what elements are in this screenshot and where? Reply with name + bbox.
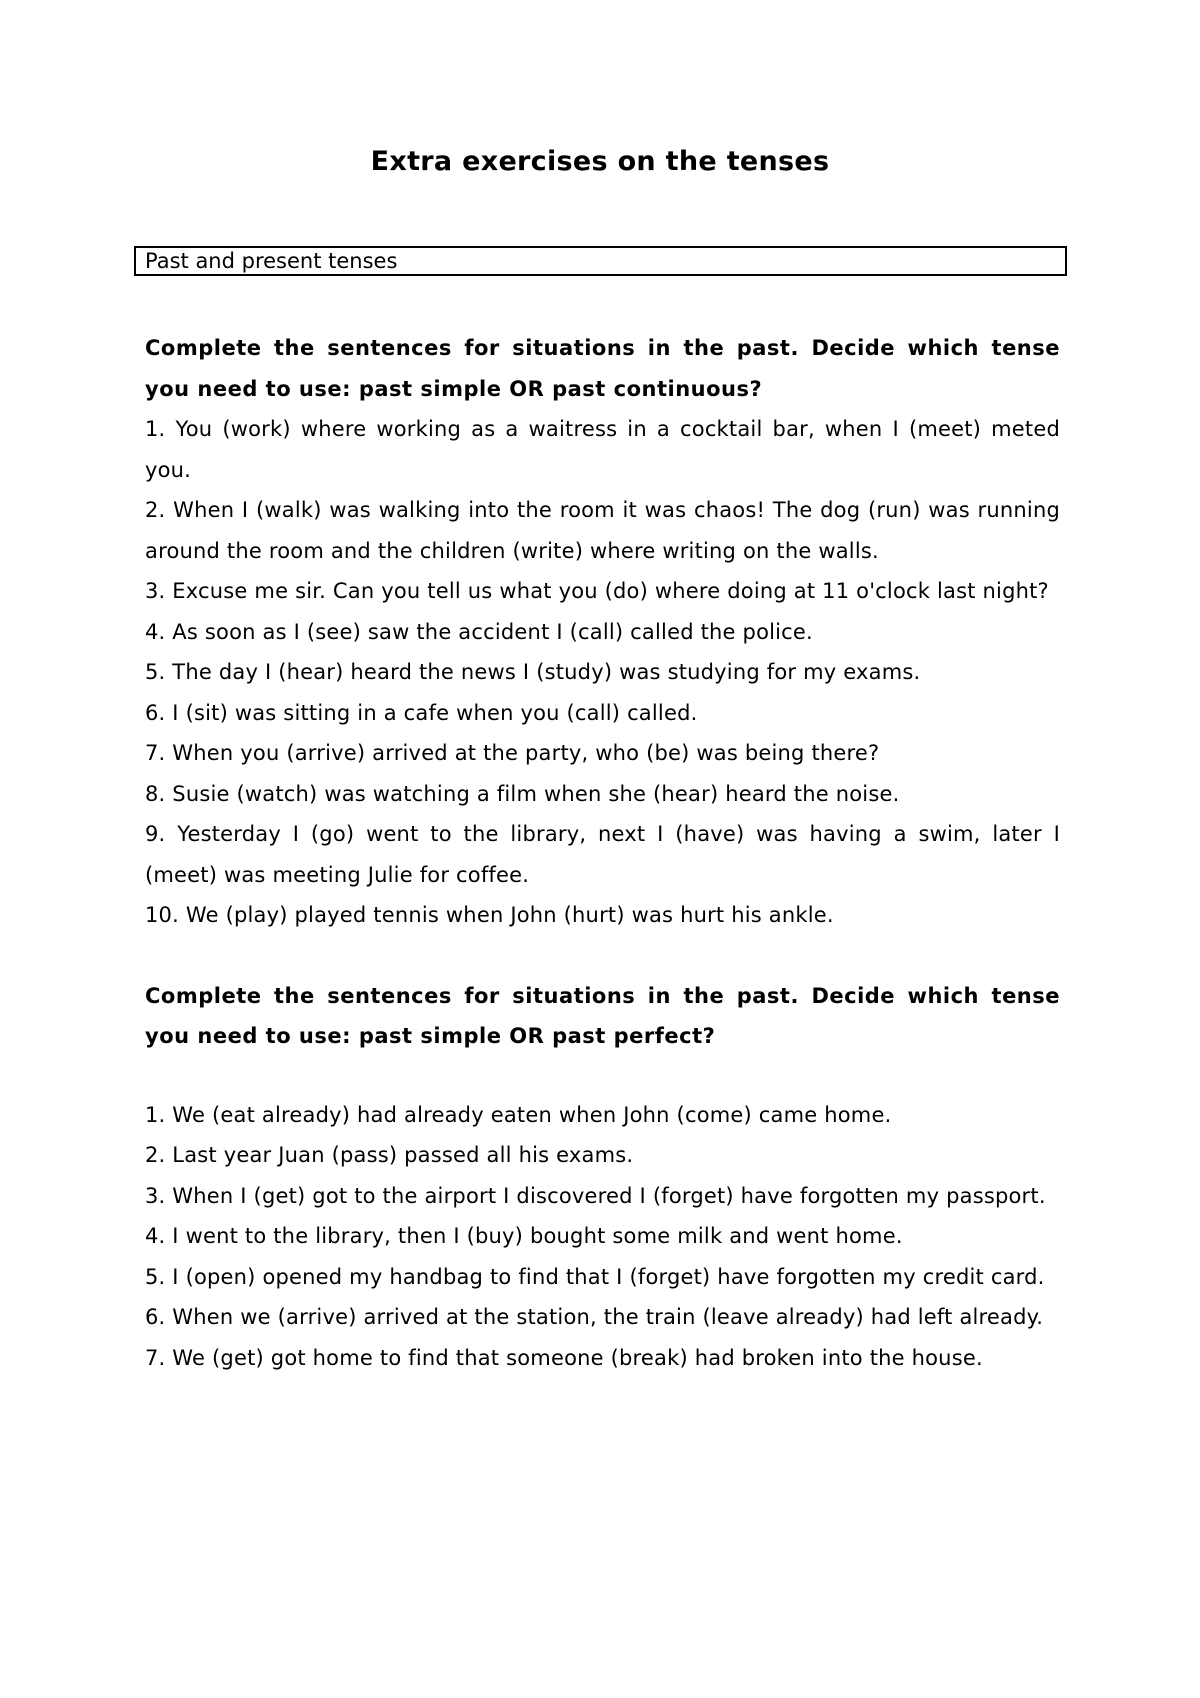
exercise-2-instruction: Complete the sentences for situations in the past. Decide which tense you need to use: past simple OR past perfect? (145, 983, 1060, 1048)
section-heading-box (134, 246, 1067, 276)
exercise-2-item: 2. Last year Juan (pass) passed all his exams. (145, 1143, 634, 1167)
exercise-1-instruction: Complete the sentences for situations in the past. Decide which tense you need to use: past simple OR past continuous? (145, 336, 1060, 401)
document-title: Extra exercises on the tenses (370, 146, 830, 177)
exercises-content (145, 328, 1060, 1378)
exercise-2-item: 4. I went to the library, then I (buy) bought some milk and went home. (145, 1224, 903, 1248)
exercise-1-item: 5. The day I (hear) heard the news I (study) was studying for my exams. (145, 660, 921, 684)
exercise-1-item: 10. We (play) played tennis when John (hurt) was hurt his ankle. (145, 903, 834, 927)
spacer (145, 1057, 1060, 1095)
exercise-1-item: 9. Yesterday I (go) went to the library, next I (have) was having a swim, later I (meet) was meeting Julie for coffee. (145, 822, 1060, 887)
exercise-1-item: 7. When you (arrive) arrived at the party, who (be) was being there? (145, 741, 880, 765)
exercise-1-item: 1. You (work) where working as a waitress in a cocktail bar, when I (meet) meted you. (145, 417, 1060, 482)
exercise-2-item: 6. When we (arrive) arrived at the station, the train (leave already) had left already. (145, 1305, 1044, 1329)
exercise-2-item: 1. We (eat already) had already eaten when John (come) came home. (145, 1102, 892, 1127)
exercise-2-item: 7. We (get) got home to find that someone (break) had broken into the house. (145, 1345, 983, 1370)
exercise-1-item: 2. When I (walk) was walking into the room it was chaos! The dog (run) was running around the room and the children (write) where writing on the walls. (145, 498, 1060, 563)
exercise-1-item: 8. Susie (watch) was watching a film when she (hear) heard the noise. (145, 781, 900, 806)
exercise-1-item: 4. As soon as I (see) saw the accident I (call) called the police. (145, 619, 813, 644)
exercise-1-item: 3. Excuse me sir. Can you tell us what you (do) where doing at 11 o'clock last night? (145, 579, 1049, 603)
exercise-2-item: 5. I (open) opened my handbag to find that I (forget) have forgotten my credit card. (145, 1264, 1045, 1289)
spacer (145, 936, 1060, 976)
section-heading: Past and present tenses (145, 249, 398, 273)
exercise-1-item: 6. I (sit) was sitting in a cafe when you (call) called. (145, 700, 698, 725)
exercise-2-item: 3. When I (get) got to the airport I discovered I (forget) have forgotten my passport. (145, 1183, 1046, 1208)
